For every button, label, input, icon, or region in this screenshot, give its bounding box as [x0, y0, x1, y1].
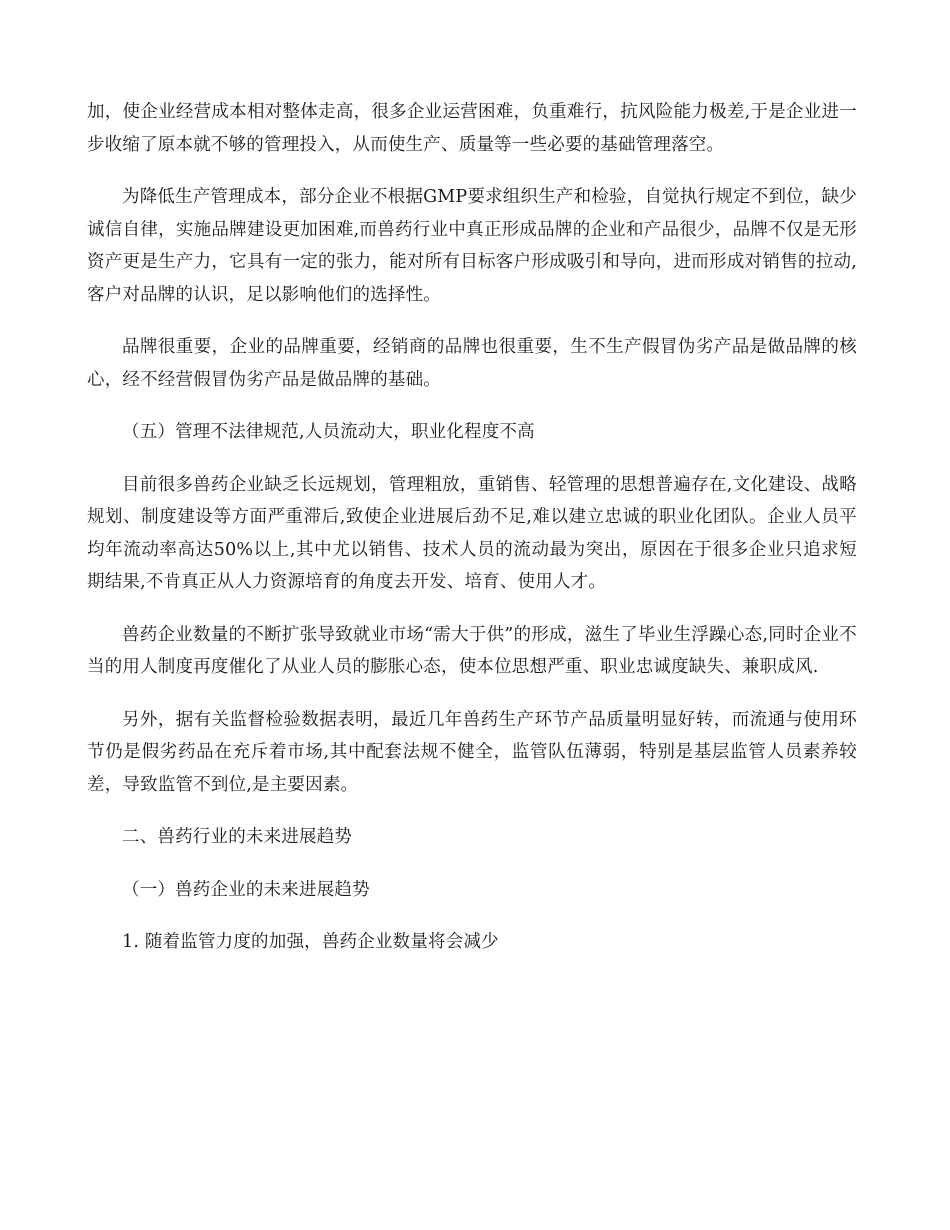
subsection-heading-1: （一）兽药企业的未来进展趋势: [122, 879, 370, 900]
paragraph-continuation: 加，使企业经营成本相对整体走高，很多企业运营困难，负重难行，抗风险能力极差,于是企业进一步收缩了原本就不够的管理投入，从而使生产、质量等一些必要的基础管理落空。: [87, 102, 857, 155]
list-item-1: 1. 随着监管力度的加强，兽药企业数量将会减少: [122, 932, 499, 952]
paragraph-expansion: 兽药企业数量的不断扩张导致就业市场“需大于供”的形成，滋生了毕业生浮躁心态,同时企业不当的用人制度再度催化了从业人员的膨胀心态，使本位思想严重、职业忠诚度缺失、兼职成风.: [87, 624, 857, 677]
paragraph-supervision: 另外，据有关监督检验数据表明，最近几年兽药生产环节产品质量明显好转，而流通与使用环节仍是假劣药品在充斥着市场,其中配套法规不健全，监管队伍薄弱，特别是基层监管人员素养较差，导致监管不到位,是主要因素。: [87, 709, 857, 795]
paragraph-cost-reduction: 为降低生产管理成本，部分企业不根据GMP要求组织生产和检验，自觉执行规定不到位，缺少诚信自律，实施品牌建设更加困难,而兽药行业中真正形成品牌的企业和产品很少，品牌不仅是无形资产更是生产力，它具有一定的张力，能对所有目标客户形成吸引和导向，进而形成对销售的拉动,客户对品牌的认识，足以影响他们的选择性。: [87, 187, 857, 305]
document-page: [87, 96, 857, 959]
paragraph-management: 目前很多兽药企业缺乏长远规划，管理粗放，重销售、轻管理的思想普遍存在,文化建设、战略规划、制度建设等方面严重滞后,致使企业进展后劲不足,难以建立忠诚的职业化团队。企业人员平均年流动率高达50%以上,其中尤以销售、技术人员的流动最为突出，原因在于很多企业只追求短期结果,不肯真正从人力资源培育的角度去开发、培育、使用人才。: [87, 474, 857, 592]
section-heading-2: 二、兽药行业的未来进展趋势: [122, 827, 353, 847]
paragraph-brand-importance: 品牌很重要，企业的品牌重要，经销商的品牌也很重要，生不生产假冒伪劣产品是做品牌的核心，经不经营假冒伪劣产品是做品牌的基础。: [87, 337, 857, 390]
section-heading-5: （五）管理不法律规范,人员流动大，职业化程度不高: [122, 422, 535, 442]
